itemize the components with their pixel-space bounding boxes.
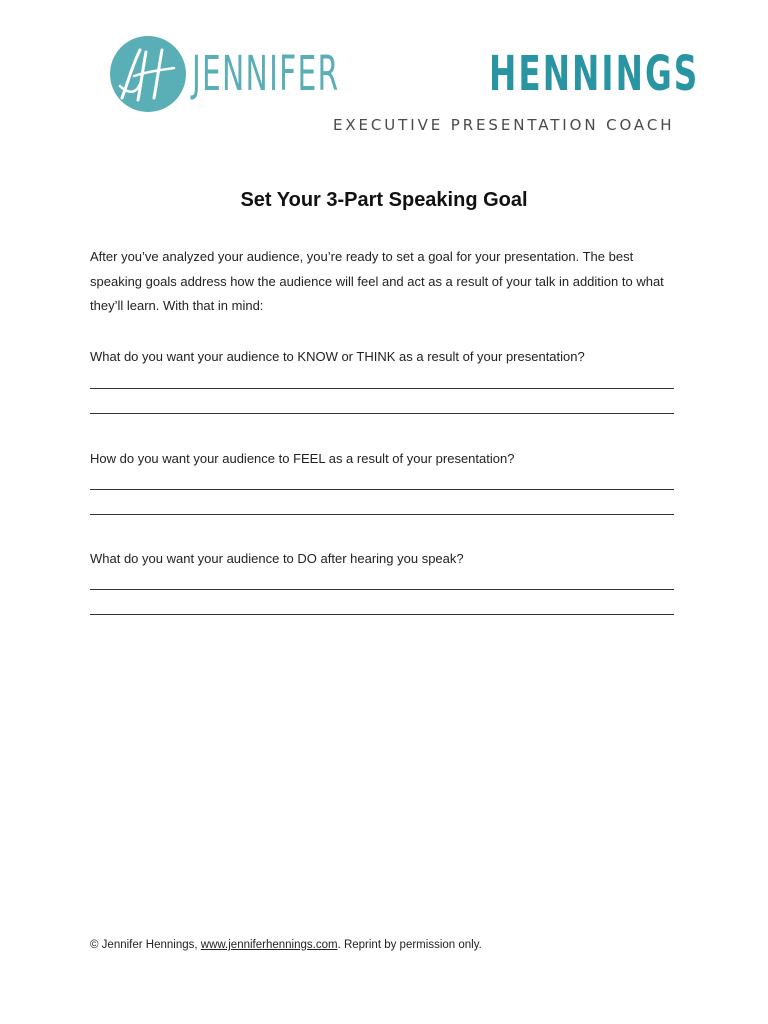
- answer-line-know-2[interactable]: [90, 413, 674, 414]
- footer-prefix: © Jennifer Hennings,: [90, 939, 201, 951]
- intro-paragraph: After you’ve analyzed your audience, you’re ready to set a goal for your presentation. The best speaking goals address how the audience will feel and act as a result of your talk in addition to what they’ll learn. With that in mind:: [90, 249, 664, 313]
- footer-copyright: [90, 936, 482, 954]
- answer-line-feel-2[interactable]: [90, 514, 674, 515]
- logo-tagline: EXECUTIVE PRESENTATION COACH: [333, 116, 675, 134]
- monogram-logo-icon: [110, 36, 186, 112]
- answer-line-know-1[interactable]: [90, 388, 674, 389]
- page-title: Set Your 3-Part Speaking Goal: [240, 189, 528, 211]
- logo-first-name: JENNIFER: [192, 46, 340, 102]
- question-feel: How do you want your audience to FEEL as a result of your presentation?: [90, 451, 515, 466]
- monogram-text: JH: [147, 80, 149, 81]
- answer-line-feel-1[interactable]: [90, 489, 674, 490]
- answer-line-do-1[interactable]: [90, 589, 674, 590]
- footer-website-link[interactable]: www.jenniferhennings.com: [200, 939, 338, 951]
- question-do: What do you want your audience to DO after hearing you speak?: [90, 551, 464, 566]
- answer-line-do-2[interactable]: [90, 614, 674, 615]
- question-know: What do you want your audience to KNOW or THINK as a result of your presentation?: [90, 349, 585, 364]
- footer-suffix: . Reprint by permission only.: [337, 939, 482, 951]
- brand-logo: [110, 36, 700, 146]
- logo-last-name: HENNINGS: [489, 46, 700, 102]
